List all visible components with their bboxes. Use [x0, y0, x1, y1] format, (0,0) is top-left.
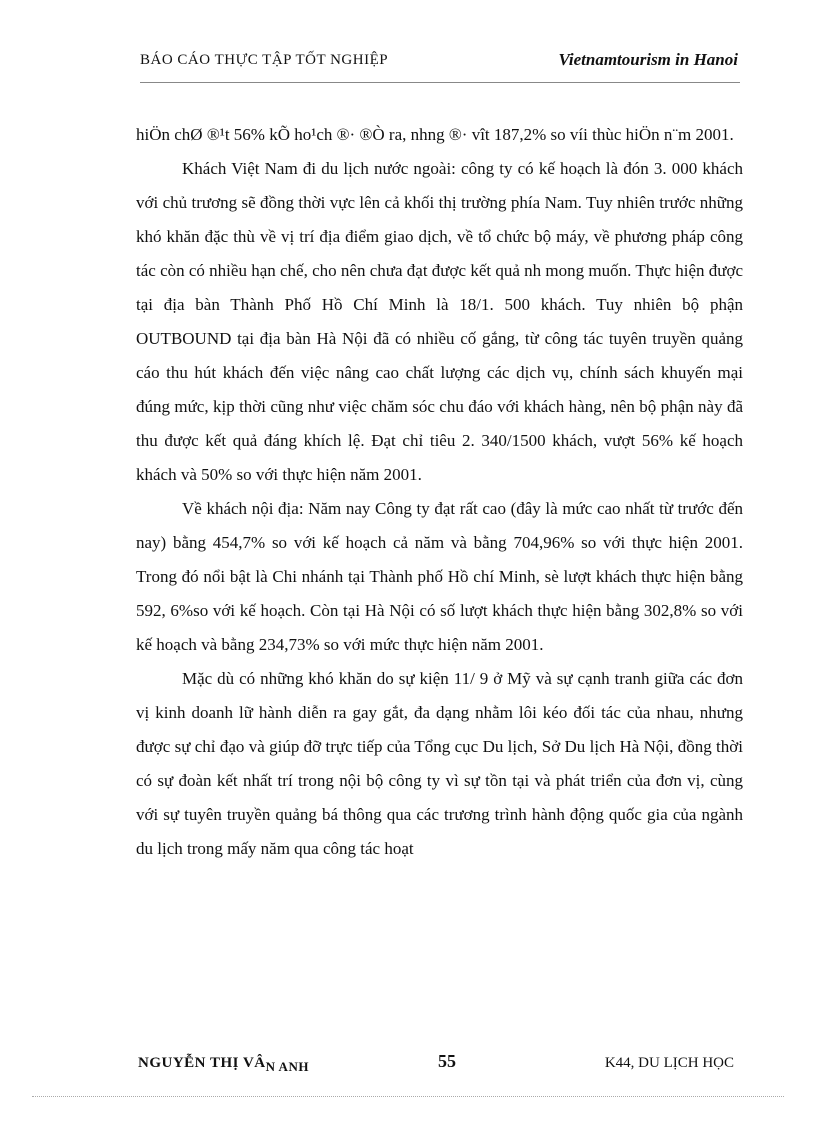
- header-subtitle: Vietnamtourism in Hanoi: [558, 50, 738, 69]
- paragraph-domestic: Về khách nội địa: Năm nay Công ty đạt rất cao (đây là mức cao nhất từ trước đến nay) bằng 454,7% so với kế hoạch cả năm và bằng 704,96% so với thực hiện 2001. Trong đó nổi bật là Chi nhánh tại Thành phố Hồ chí Minh, sè lượt khách thực hiện bằng 592, 6%so với kế hoạch. Còn tại Hà Nội có số lượt khách thực hiện bằng 302,8% so với kế hoạch và bằng 234,73% so với mức thực hiện năm 2001.: [136, 499, 743, 654]
- author-name-main: NGUYỄN THỊ VÂ: [138, 1055, 266, 1071]
- page-header: [140, 52, 738, 78]
- author-name: [138, 1055, 309, 1072]
- header-divider: [140, 82, 740, 83]
- report-title: BÁO CÁO THỰC TẬP TỐT NGHIỆP: [140, 52, 389, 68]
- paragraph-summary: Mặc dù có những khó khăn do sự kiện 11/ 9 ở Mỹ và sự cạnh tranh giữa các đơn vị kinh doanh lữ hành diễn ra gay gắt, đa dạng nhằm lôi kéo đối tác của nhau, nhưng được sự chỉ đạo và giúp đỡ trực tiếp của Tổng cục Du lịch, Sở Du lịch Hà Nội, đồng thời có sự đoàn kết nhất trí trong nội bộ công ty vì sự tồn tại và phát triển của đơn vị, cùng với sự tuyên truyền quảng bá thông qua các trương trình hành động quốc gia của ngành du lịch trong mấy năm qua công tác hoạt: [136, 669, 743, 858]
- page-footer: [138, 1051, 734, 1081]
- page-bottom-divider: [32, 1096, 784, 1097]
- paragraph-continuation: hiÖn chØ ®¹t 56% kÕ ho¹ch ®· ®Ò ra, nhng ®· vît 187,2% so víi thùc hiÖn n¨m 2001.: [136, 125, 734, 144]
- paragraph-outbound: Khách Việt Nam đi du lịch nước ngoài: công ty có kế hoạch là đón 3. 000 khách với chủ trương sẽ đồng thời vực lên cả khối thị trường phía Nam. Tuy nhiên trước những khó khăn đặc thù về vị trí địa điểm giao dịch, về tổ chức bộ máy, về phương pháp công tác còn có nhiều hạn chế, cho nên chưa đạt được kết quả nh mong muốn. Thực hiện được tại địa bàn Thành Phố Hồ Chí Minh là 18/1. 500 khách. Tuy nhiên bộ phận OUTBOUND tại địa bàn Hà Nội đã có nhiều cố gắng, từ công tác tuyên truyền quảng cáo thu hút khách đến việc nâng cao chất lượng các dịch vụ, chính sách khuyến mại đúng mức, kịp thời cũng như việc chăm sóc chu đáo với khách hàng, nên bộ phận này đã thu được kết quả đáng khích lệ. Đạt chỉ tiêu 2. 340/1500 khách, vượt 56% kế hoạch khách và 50% so với thực hiện năm 2001.: [136, 159, 743, 484]
- page-number: 55: [438, 1051, 456, 1071]
- class-info: K44, DU LỊCH HỌC: [604, 1055, 734, 1071]
- author-name-suffix: N ANH: [265, 1059, 309, 1074]
- document-body: [136, 118, 743, 866]
